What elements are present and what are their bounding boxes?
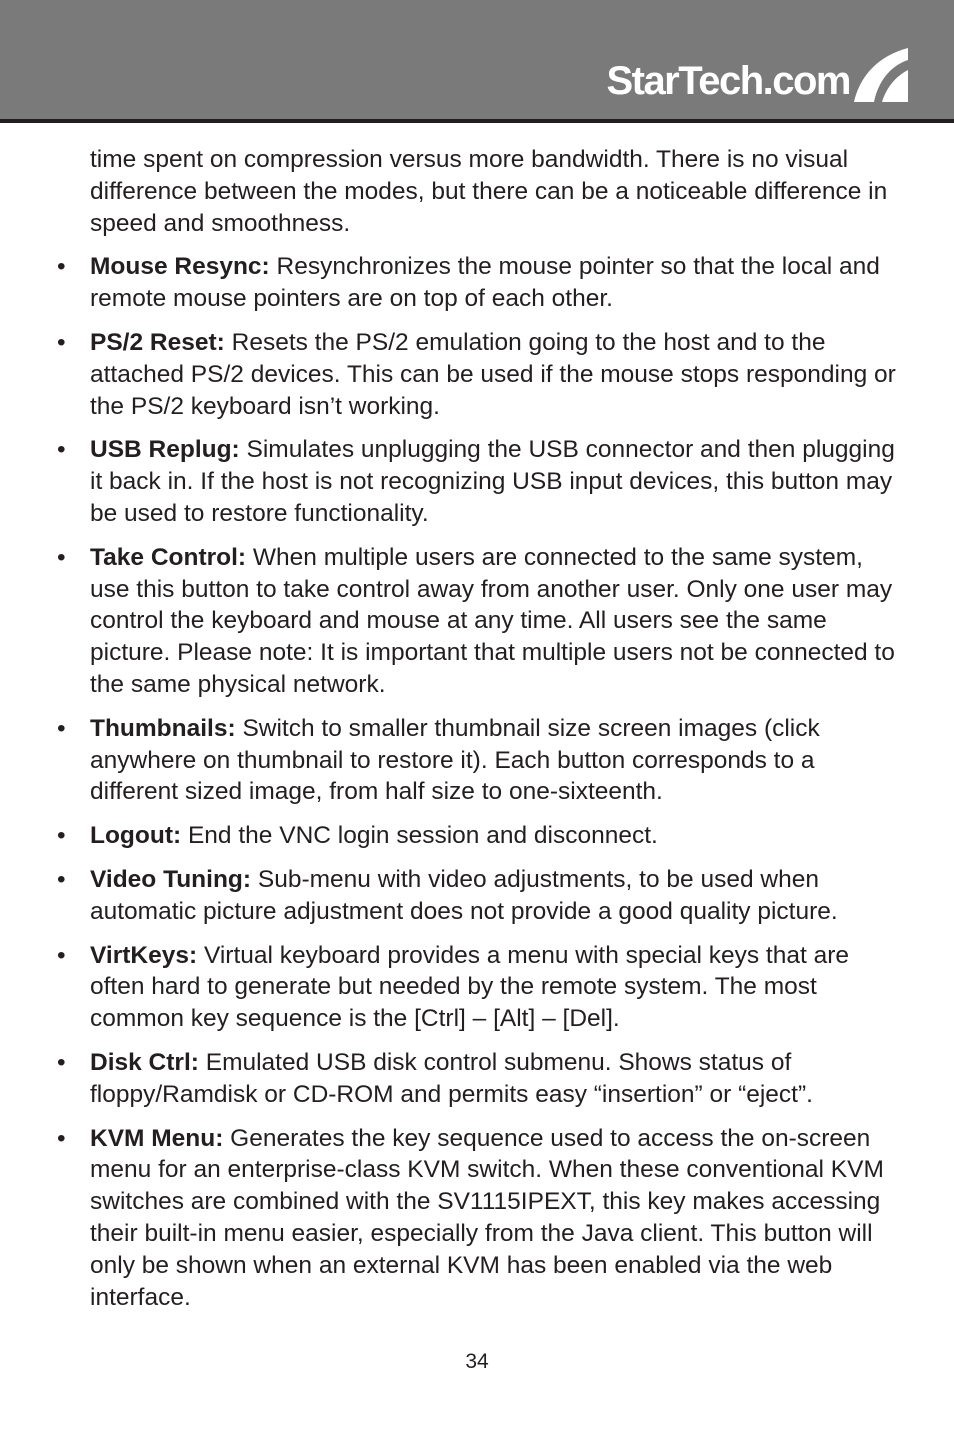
list-item [57, 251, 902, 315]
page-body [57, 144, 902, 1325]
item-description: End the VNC login session and disconnect. [181, 822, 658, 850]
bullet-icon: • [57, 714, 66, 742]
item-description: Generates the key sequence used to access the on-screen menu for an enterprise-class KVM switch. When these conventional KVM switches are combined with the SV1115IPEXT, this key makes accessing their built-in menu easier, especially from the Java client. This button will only be shown when an external KVM has been enabled via the web interface. [90, 1124, 884, 1311]
logo-swoosh-icon [852, 46, 910, 104]
item-description: Simulates unplugging the USB connector and then plugging it back in. If the host is not recognizing USB input devices, this button may be used to restore functionality. [90, 436, 895, 527]
item-term: Thumbnails: [90, 714, 236, 742]
item-term: VirtKeys: [90, 941, 198, 969]
logo-wordmark: StarTech.com [606, 59, 850, 103]
item-description: Resynchronizes the mouse pointer so that the local and remote mouse pointers are on top of each other. [90, 253, 880, 313]
page-number: 34 [465, 1350, 489, 1373]
item-term: Take Control: [90, 543, 247, 571]
list-item [57, 1047, 902, 1111]
bullet-icon: • [57, 328, 66, 356]
bullet-icon: • [57, 436, 66, 464]
list-item [57, 1123, 902, 1314]
list-item [57, 864, 902, 928]
item-term: USB Replug: [90, 436, 240, 464]
bullet-icon: • [57, 543, 66, 571]
item-term: Mouse Resync: [90, 253, 270, 281]
startech-logo [606, 44, 910, 104]
bullet-icon: • [57, 865, 66, 893]
item-term: Video Tuning: [90, 865, 252, 893]
item-description: Resets the PS/2 emulation going to the host and to the attached PS/2 devices. This can be used if the mouse stops responding or the PS/2 keyboard isn’t working. [90, 328, 896, 420]
item-description: Switch to smaller thumbnail size screen images (click anywhere on thumbnail to restore it). Each button corresponds to a different sized image, from half size to one-sixteenth. [90, 714, 820, 806]
item-description: Emulated USB disk control submenu. Shows status of floppy/Ramdisk or CD-ROM and permits easy “insertion” or “eject”. [90, 1048, 813, 1108]
item-description: Sub-menu with video adjustments, to be used when automatic picture adjustment does not provide a good quality picture. [90, 865, 838, 925]
header-divider [0, 119, 954, 123]
list-item [57, 820, 902, 852]
list-item [57, 713, 902, 808]
bullet-icon: • [57, 1048, 66, 1076]
intro-paragraph: time spent on compression versus more bandwidth. There is no visual difference between the modes, but there can be a noticeable difference in speed and smoothness. [90, 146, 888, 237]
item-term: Disk Ctrl: [90, 1048, 199, 1076]
item-description: Virtual keyboard provides a menu with special keys that are often hard to generate but needed by the remote system. The most common key sequence is the [Ctrl] – [Alt] – [Del]. [90, 941, 849, 1033]
feature-list [57, 251, 902, 1313]
list-item [57, 327, 902, 422]
item-description: When multiple users are connected to the same system, use this button to take control away from another user. Only one user may control the keyboard and mouse at any time. All users see the same picture. Please note: It is important that multiple users not be connected to the same physical network. [90, 543, 895, 698]
item-term: Logout: [90, 822, 182, 850]
bullet-icon: • [57, 1124, 66, 1152]
bullet-icon: • [57, 822, 66, 850]
list-item [57, 434, 902, 529]
bullet-icon: • [57, 253, 66, 281]
item-term: PS/2 Reset: [90, 328, 225, 356]
list-item [57, 542, 902, 701]
page-header [0, 0, 954, 119]
list-item [57, 940, 902, 1035]
item-term: KVM Menu: [90, 1124, 224, 1152]
bullet-icon: • [57, 941, 66, 969]
